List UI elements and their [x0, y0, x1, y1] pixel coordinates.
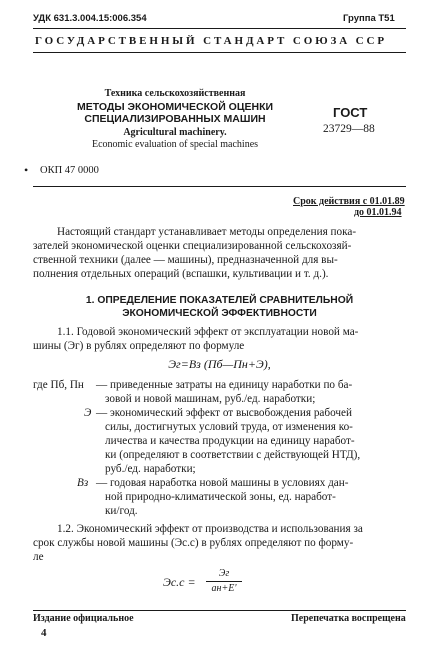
formula-numerator: Эг	[218, 568, 230, 579]
bullet-mark: •	[24, 163, 29, 177]
intro-line: Настоящий стандарт устанавливает методы определения пока-	[57, 226, 357, 238]
definition-line: силы, достигнутых условий труда, от изменения ко-	[105, 421, 353, 433]
intro-line: полнения отдельных операций (вспашки, культивации и т. д.).	[33, 268, 329, 280]
definition-line: ной природно-климатической зоны, ед. наработ-	[105, 491, 336, 503]
header-rule-bottom	[33, 52, 406, 53]
title-rule	[33, 186, 406, 187]
document-title-line2: СПЕЦИАЛИЗИРОВАННЫХ МАШИН	[84, 113, 266, 125]
definition-term: Э	[84, 407, 92, 419]
fraction-bar	[206, 581, 242, 582]
category-label: Техника сельскохозяйственная	[104, 88, 246, 99]
english-title-line2: Economic evaluation of special machines	[91, 139, 259, 150]
clause-1-1-line: 1.1. Годовой экономический эффект от эксплуатации новой ма-	[57, 326, 359, 338]
clause-1-2-line: ле	[33, 551, 44, 563]
gost-number: 23729—88	[323, 123, 375, 135]
formula-denominator: ан+Е'	[211, 583, 237, 594]
clause-1-2-line: 1.2. Экономический эффект от производства и использования за	[57, 523, 363, 535]
definition-line: руб./ед. наработки;	[105, 463, 196, 475]
clause-1-1-line: шины (Эг) в рублях определяют по формуле	[33, 340, 245, 352]
header-rule-top	[33, 28, 406, 29]
document-title-line1: МЕТОДЫ ЭКОНОМИЧЕСКОЙ ОЦЕНКИ	[76, 101, 274, 113]
section-heading-line1: 1. ОПРЕДЕЛЕНИЕ ПОКАЗАТЕЛЕЙ СРАВНИТЕЛЬНОЙ	[85, 295, 354, 306]
definition-line: личества и качества продукции на единицу наработ-	[105, 435, 355, 447]
definition-line: — годовая наработка новой машины в условиях дан-	[96, 477, 349, 489]
formula-lifetime-lhs: Эс.с =	[163, 575, 196, 589]
definition-line: — экономический эффект от высвобождения рабочей	[96, 407, 352, 419]
page-number: 4	[41, 627, 47, 639]
footer-rule	[33, 610, 406, 611]
footer-reprint-notice: Перепечатка воспрещена	[291, 613, 406, 624]
group-code: Группа Т51	[343, 13, 395, 24]
definition-line: — приведенные затраты на единицу наработки по ба-	[96, 379, 353, 391]
footer-official-edition: Издание официальное	[33, 613, 134, 624]
definition-line: зовой и новой машинам, руб./ед. наработки;	[105, 393, 316, 405]
udc-code: УДК 631.3.004.15:006.354	[33, 13, 147, 24]
definition-line: ки/год.	[105, 505, 138, 517]
gost-label: ГОСТ	[333, 105, 368, 120]
definition-term: Вз	[77, 477, 89, 489]
section-heading-line2: ЭКОНОМИЧЕСКОЙ ЭФФЕКТИВНОСТИ	[122, 308, 317, 319]
definition-line: ки (определяют в соответствии с действующей НТД),	[105, 449, 361, 461]
okp-code: ОКП 47 0000	[40, 165, 99, 176]
english-title-line1: Agricultural machinery.	[123, 127, 227, 138]
intro-line: зателей экономической оценки специализированной сельскохозяй-	[33, 240, 352, 252]
state-standard-banner: ГОСУДАРСТВЕННЫЙ СТАНДАРТ СОЮЗА ССР	[35, 35, 387, 47]
clause-1-2-line: срок службы новой машины (Эс.с) в рублях определяют по форму-	[33, 537, 354, 549]
intro-line: ственной техники (далее — машины), предназначенной для вы-	[33, 254, 338, 266]
definition-term: где Пб, Пн	[33, 379, 84, 391]
formula-annual-effect: Эг=Вз (Пб—Пн+Э),	[168, 357, 271, 371]
validity-to: до 01.01.94	[354, 207, 402, 218]
validity-from: Срок действия с 01.01.89	[293, 196, 405, 207]
